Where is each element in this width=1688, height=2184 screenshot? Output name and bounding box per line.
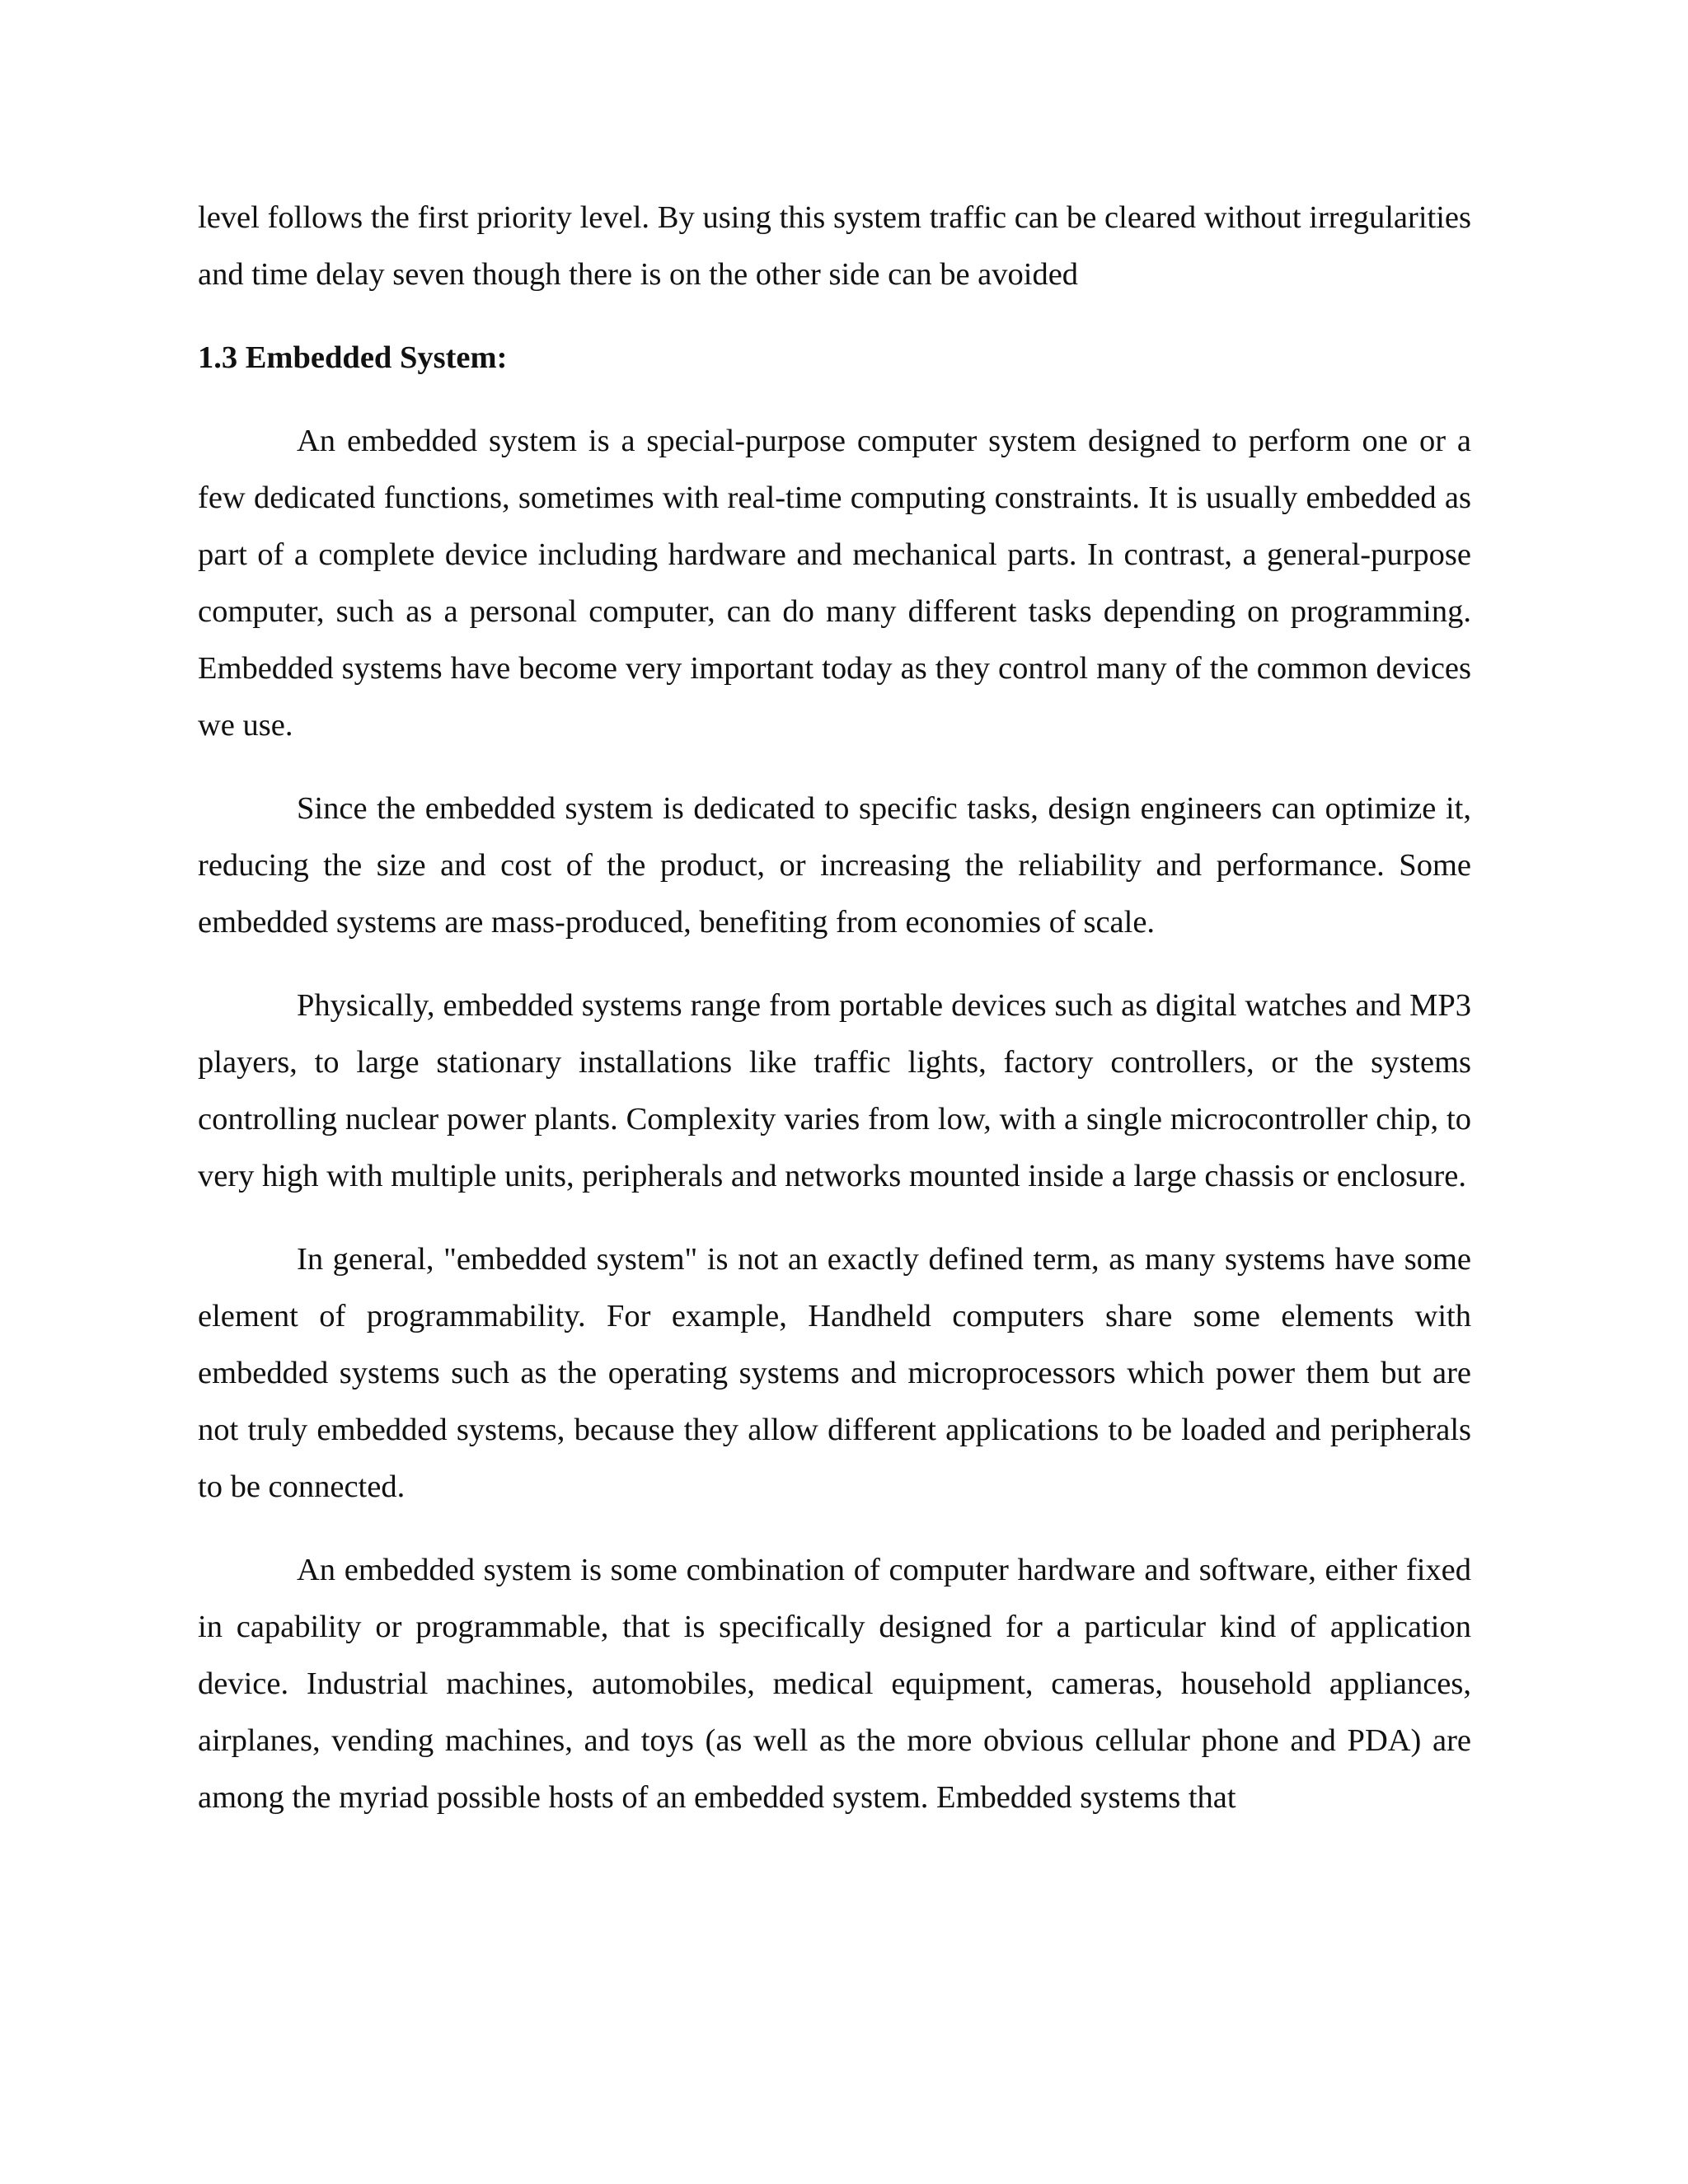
section-heading: 1.3 Embedded System: <box>198 340 508 375</box>
body-paragraph-4: In general, "embedded system" is not an exactly defined term, as many systems have some element of programmability. For example, Handheld computers share some elements with embedded systems such as the operating systems and microprocessors which power them but are not truly embedded systems, because they allow different applications to be loaded and peripherals to be connected. <box>198 1242 1471 1504</box>
body-paragraph-2: Since the embedded system is dedicated to specific tasks, design engineers can optimize it, reducing the size and cost of the product, or increasing the reliability and performance. Some embedded systems are mass-produced, benefiting from economies of scale. <box>198 791 1471 940</box>
document-body <box>198 190 1471 1853</box>
body-paragraph-5: An embedded system is some combination of computer hardware and software, either fixed in capability or programmable, that is specifically designed for a particular kind of application device. Industrial machines, automobiles, medical equipment, cameras, household appliances, airplanes, vending machines, and toys (as well as the more obvious cellular phone and PDA) are among the myriad possible hosts of an embedded system. Embedded systems that <box>198 1553 1471 1815</box>
body-paragraph-1: An embedded system is a special-purpose computer system designed to perform one or a few dedicated functions, sometimes with real-time computing constraints. It is usually embedded as part of a complete device including hardware and mechanical parts. In contrast, a general-purpose computer, such as a personal computer, can do many different tasks depending on programming. Embedded systems have become very important today as they control many of the common devices we use. <box>198 424 1471 743</box>
body-paragraph-3: Physically, embedded systems range from portable devices such as digital watches and MP3 players, to large stationary installations like traffic lights, factory controllers, or the systems controlling nuclear power plants. Complexity varies from low, with a single microcontroller chip, to very high with multiple units, peripherals and networks mounted inside a large chassis or enclosure. <box>198 988 1471 1193</box>
continuation-paragraph: level follows the first priority level. By using this system traffic can be cleared without irregularities and time delay seven though there is on the other side can be avoided <box>198 200 1471 292</box>
